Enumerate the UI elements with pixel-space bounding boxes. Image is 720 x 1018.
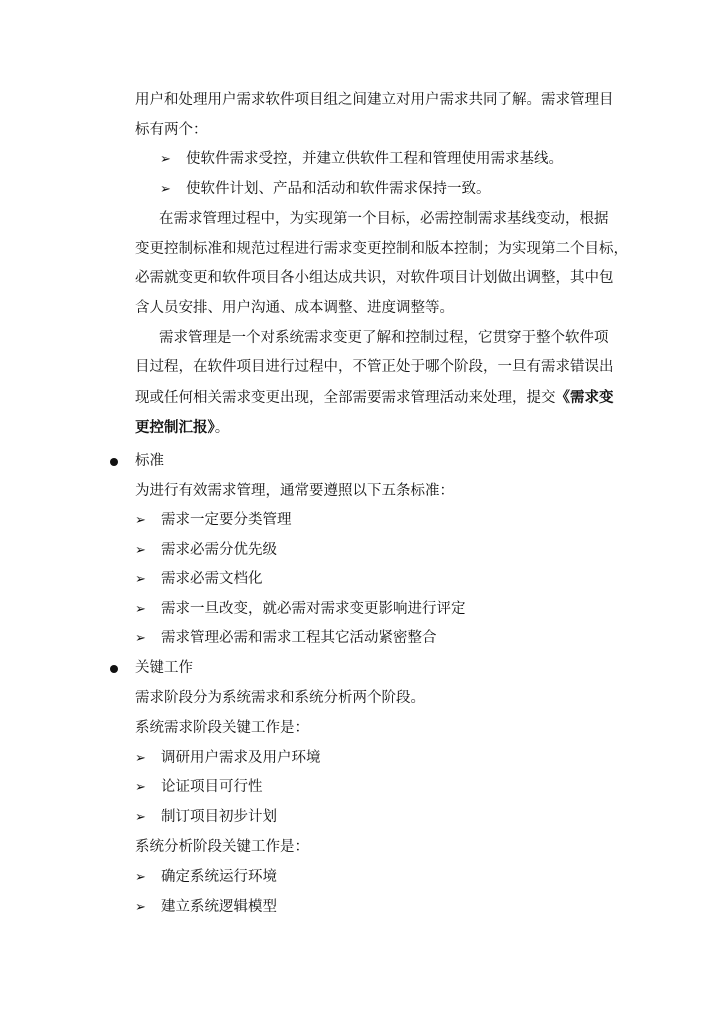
arrow-bullet-icon: ➢ xyxy=(135,751,146,766)
standard-item xyxy=(135,565,263,595)
goal-item xyxy=(160,145,563,175)
intro-line-2: 标有两个： xyxy=(135,121,208,138)
standard-text: 需求必需文档化 xyxy=(161,571,263,587)
intro-paragraph xyxy=(135,86,614,145)
sys-ana-item xyxy=(135,893,277,923)
goal-item xyxy=(160,175,491,205)
management-line-3-text: 现或任何相关需求变更出现，全部需要需求管理活动来处理，提交 xyxy=(135,390,556,406)
section-bullet-icon xyxy=(110,458,118,466)
goal-text: 使软件计划、产品和活动和软件需求保持一致。 xyxy=(186,181,491,197)
arrow-bullet-icon: ➢ xyxy=(135,810,146,825)
process-line-1: 在需求管理过程中，为实现第一个目标，必需控制需求基线变动，根据 xyxy=(159,211,609,227)
sys-ana-item xyxy=(135,863,277,893)
sys-req-item xyxy=(135,803,277,833)
process-line-2: 变更控制标准和规范过程进行需求变更控制和版本控制；为实现第二个目标， xyxy=(135,241,628,257)
sys-req-item xyxy=(135,744,321,774)
standard-item xyxy=(135,536,277,566)
arrow-bullet-icon: ➢ xyxy=(135,572,146,587)
standards-heading: 标准 xyxy=(135,453,164,469)
arrow-bullet-icon: ➢ xyxy=(135,602,146,617)
standards-intro: 为进行有效需求管理，通常要遵照以下五条标准： xyxy=(135,483,454,499)
standard-text: 需求一定要分类管理 xyxy=(161,512,292,528)
intro-line-1: 用户和处理用户需求软件项目组之间建立对用户需求共同了解。需求管理目 xyxy=(135,92,614,108)
sys-req-text: 制订项目初步计划 xyxy=(161,809,277,825)
arrow-bullet-icon: ➢ xyxy=(135,543,146,558)
standard-text: 需求一旦改变，就必需对需求变更影响进行评定 xyxy=(161,601,466,617)
arrow-bullet-icon: ➢ xyxy=(135,780,146,795)
management-line-3 xyxy=(135,383,614,413)
process-line-3: 必需就变更和软件项目各小组达成共识，对软件项目计划做出调整，其中包 xyxy=(135,270,614,286)
goal-text: 使软件需求受控，并建立供软件工程和管理使用需求基线。 xyxy=(186,151,563,167)
process-line-4: 含人员安排、用户沟通、成本调整、进度调整等。 xyxy=(135,300,454,316)
management-line-1: 需求管理是一个对系统需求变更了解和控制过程，它贯穿于整个软件项 xyxy=(159,330,609,346)
arrow-bullet-icon: ➢ xyxy=(135,513,146,528)
sys-req-label: 系统需求阶段关键工作是： xyxy=(135,720,309,736)
arrow-bullet-icon: ➢ xyxy=(160,152,171,167)
report-title-part-1: 《需求变 xyxy=(555,389,614,406)
report-title-part-2: 更控制汇报》 xyxy=(135,419,215,436)
standard-text: 需求管理必需和需求工程其它活动紧密整合 xyxy=(161,630,437,646)
sys-req-item xyxy=(135,773,263,803)
arrow-bullet-icon: ➢ xyxy=(160,182,171,197)
management-line-2: 目过程，在软件项目进行过程中，不管正处于哪个阶段，一旦有需求错误出 xyxy=(135,359,614,375)
standard-item xyxy=(135,624,437,654)
section-bullet-icon xyxy=(110,665,118,673)
management-line-4-text: 。 xyxy=(214,420,230,436)
arrow-bullet-icon: ➢ xyxy=(135,870,146,885)
arrow-bullet-icon: ➢ xyxy=(135,631,146,646)
sys-ana-label: 系统分析阶段关键工作是： xyxy=(135,839,309,855)
management-line-4 xyxy=(135,413,229,443)
standard-text: 需求必需分优先级 xyxy=(161,542,277,558)
standard-item xyxy=(135,595,466,625)
standard-item xyxy=(135,506,292,536)
key-work-heading: 关键工作 xyxy=(135,660,193,676)
sys-req-text: 论证项目可行性 xyxy=(161,779,263,795)
sys-ana-text: 建立系统逻辑模型 xyxy=(161,899,277,915)
sys-req-text: 调研用户需求及用户环境 xyxy=(161,750,321,766)
arrow-bullet-icon: ➢ xyxy=(135,900,146,915)
sys-ana-text: 确定系统运行环境 xyxy=(161,869,277,885)
key-work-intro: 需求阶段分为系统需求和系统分析两个阶段。 xyxy=(135,690,425,706)
